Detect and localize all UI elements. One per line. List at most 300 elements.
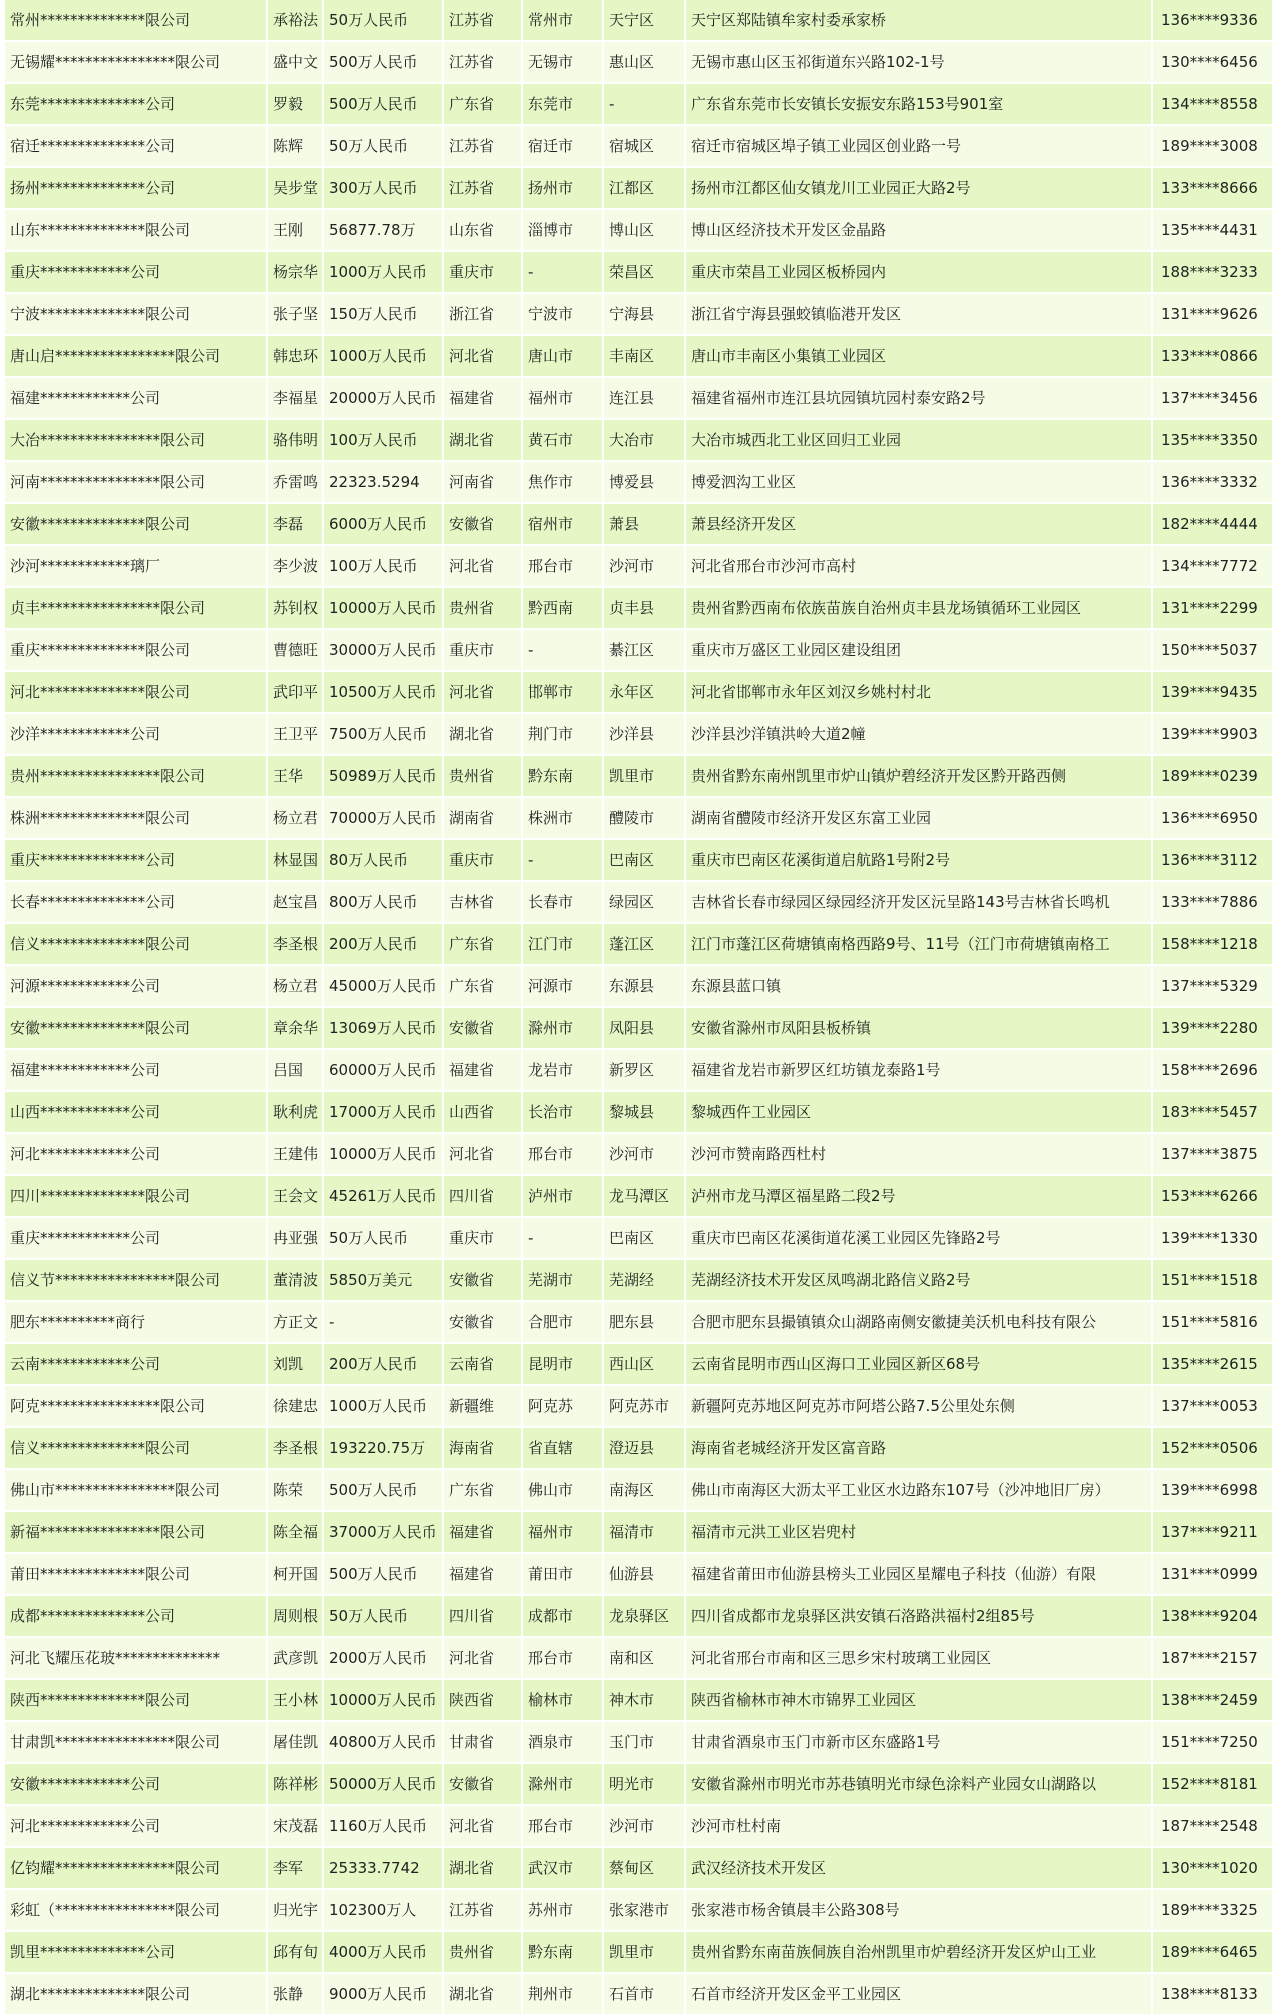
capital-cell: 10000万人民币 — [323, 1133, 443, 1175]
address-cell: 张家港市杨舍镇晨丰公路308号 — [685, 1889, 1152, 1931]
province-cell: 广东省 — [443, 1469, 522, 1511]
capital-cell: 100万人民币 — [323, 419, 443, 461]
capital-cell: 10000万人民币 — [323, 1679, 443, 1721]
city-cell: 河源市 — [522, 965, 603, 1007]
city-cell: 邯郸市 — [522, 671, 603, 713]
company-name-cell: 扬州**************公司 — [5, 167, 267, 209]
table-row — [5, 797, 1273, 839]
city-cell: 宁波市 — [522, 293, 603, 335]
district-cell: 南和区 — [603, 1637, 685, 1679]
legal-rep-cell: 章余华 — [267, 1007, 323, 1049]
table-row — [5, 1301, 1273, 1343]
city-cell: 邢台市 — [522, 1133, 603, 1175]
phone-cell: 152****8181 — [1152, 1763, 1273, 1805]
city-cell: 榆林市 — [522, 1679, 603, 1721]
city-cell: 成都市 — [522, 1595, 603, 1637]
phone-cell: 151****1518 — [1152, 1259, 1273, 1301]
capital-cell: 6000万人民币 — [323, 503, 443, 545]
table-row — [5, 755, 1273, 797]
address-cell: 重庆市万盛区工业园区建设组团 — [685, 629, 1152, 671]
table-row — [5, 1385, 1273, 1427]
address-cell: 河北省邢台市南和区三思乡宋村玻璃工业园区 — [685, 1637, 1152, 1679]
capital-cell: 50989万人民币 — [323, 755, 443, 797]
province-cell: 河北省 — [443, 1133, 522, 1175]
company-name-cell: 常州**************限公司 — [5, 0, 267, 41]
province-cell: 安徽省 — [443, 1763, 522, 1805]
province-cell: 湖北省 — [443, 713, 522, 755]
table-row — [5, 83, 1273, 125]
table-row — [5, 1763, 1273, 1805]
capital-cell: 50000万人民币 — [323, 1763, 443, 1805]
province-cell: 浙江省 — [443, 293, 522, 335]
city-cell: 常州市 — [522, 0, 603, 41]
legal-rep-cell: 李少波 — [267, 545, 323, 587]
capital-cell: 500万人民币 — [323, 1553, 443, 1595]
table-row — [5, 503, 1273, 545]
company-name-cell: 唐山启****************限公司 — [5, 335, 267, 377]
company-name-cell: 山东**************限公司 — [5, 209, 267, 251]
phone-cell: 151****5816 — [1152, 1301, 1273, 1343]
province-cell: 安徽省 — [443, 1301, 522, 1343]
city-cell: 唐山市 — [522, 335, 603, 377]
phone-cell: 151****7250 — [1152, 1721, 1273, 1763]
company-name-cell: 信义**************限公司 — [5, 1427, 267, 1469]
table-row — [5, 1133, 1273, 1175]
address-cell: 沙河市赞南路西杜村 — [685, 1133, 1152, 1175]
district-cell: 澄迈县 — [603, 1427, 685, 1469]
province-cell: 山东省 — [443, 209, 522, 251]
company-name-cell: 河北飞耀压花玻************** — [5, 1637, 267, 1679]
city-cell: 株洲市 — [522, 797, 603, 839]
district-cell: 沙洋县 — [603, 713, 685, 755]
province-cell: 贵州省 — [443, 755, 522, 797]
company-name-cell: 河源************公司 — [5, 965, 267, 1007]
phone-cell: 189****3008 — [1152, 125, 1273, 167]
legal-rep-cell: 耿利虎 — [267, 1091, 323, 1133]
address-cell: 武汉经济技术开发区 — [685, 1847, 1152, 1889]
legal-rep-cell: 李福星 — [267, 377, 323, 419]
phone-cell: 136****3332 — [1152, 461, 1273, 503]
district-cell: 龙泉驿区 — [603, 1595, 685, 1637]
province-cell: 江苏省 — [443, 0, 522, 41]
table-row — [5, 965, 1273, 1007]
company-name-cell: 肥东**********商行 — [5, 1301, 267, 1343]
address-cell: 黎城西仵工业园区 — [685, 1091, 1152, 1133]
address-cell: 福建省龙岩市新罗区红坊镇龙泰路1号 — [685, 1049, 1152, 1091]
district-cell: 巴南区 — [603, 1217, 685, 1259]
address-cell: 甘肃省酒泉市玉门市新市区东盛路1号 — [685, 1721, 1152, 1763]
address-cell: 无锡市惠山区玉祁街道东兴路102-1号 — [685, 41, 1152, 83]
capital-cell: 300万人民币 — [323, 167, 443, 209]
legal-rep-cell: 王会文 — [267, 1175, 323, 1217]
province-cell: 山西省 — [443, 1091, 522, 1133]
legal-rep-cell: 冉亚强 — [267, 1217, 323, 1259]
city-cell: 芜湖市 — [522, 1259, 603, 1301]
phone-cell: 136****3112 — [1152, 839, 1273, 881]
address-cell: 福清市元洪工业区岩兜村 — [685, 1511, 1152, 1553]
city-cell: - — [522, 839, 603, 881]
table-row — [5, 629, 1273, 671]
province-cell: 重庆市 — [443, 629, 522, 671]
company-name-cell: 东莞**************公司 — [5, 83, 267, 125]
phone-cell: 189****6465 — [1152, 1931, 1273, 1973]
city-cell: 酒泉市 — [522, 1721, 603, 1763]
address-cell: 泸州市龙马潭区福星路二段2号 — [685, 1175, 1152, 1217]
capital-cell: 50万人民币 — [323, 125, 443, 167]
province-cell: 广东省 — [443, 923, 522, 965]
city-cell: 泸州市 — [522, 1175, 603, 1217]
table-row — [5, 251, 1273, 293]
district-cell: 沙河市 — [603, 1133, 685, 1175]
phone-cell: 131****2299 — [1152, 587, 1273, 629]
phone-cell: 137****3875 — [1152, 1133, 1273, 1175]
company-name-cell: 凯里**************公司 — [5, 1931, 267, 1973]
table-row — [5, 1469, 1273, 1511]
legal-rep-cell: 陈全福 — [267, 1511, 323, 1553]
address-cell: 东源县蓝口镇 — [685, 965, 1152, 1007]
district-cell: 连江县 — [603, 377, 685, 419]
address-cell: 博山区经济技术开发区金晶路 — [685, 209, 1152, 251]
legal-rep-cell: 杨宗华 — [267, 251, 323, 293]
province-cell: 安徽省 — [443, 1259, 522, 1301]
address-cell: 云南省昆明市西山区海口工业园区新区68号 — [685, 1343, 1152, 1385]
legal-rep-cell: 林显国 — [267, 839, 323, 881]
capital-cell: 80万人民币 — [323, 839, 443, 881]
province-cell: 江苏省 — [443, 125, 522, 167]
city-cell: 福州市 — [522, 377, 603, 419]
capital-cell: 13069万人民币 — [323, 1007, 443, 1049]
province-cell: 安徽省 — [443, 503, 522, 545]
capital-cell: 45261万人民币 — [323, 1175, 443, 1217]
address-cell: 大冶市城西北工业区回归工业园 — [685, 419, 1152, 461]
province-cell: 福建省 — [443, 377, 522, 419]
address-cell: 吉林省长春市绿园区绿园经济开发区沅呈路143号吉林省长鸣机 — [685, 881, 1152, 923]
district-cell: 博山区 — [603, 209, 685, 251]
province-cell: 陕西省 — [443, 1679, 522, 1721]
phone-cell: 139****6998 — [1152, 1469, 1273, 1511]
address-cell: 扬州市江都区仙女镇龙川工业园正大路2号 — [685, 167, 1152, 209]
city-cell: 长春市 — [522, 881, 603, 923]
table-row — [5, 1553, 1273, 1595]
city-cell: 邢台市 — [522, 1805, 603, 1847]
company-name-cell: 陕西**************限公司 — [5, 1679, 267, 1721]
legal-rep-cell: 刘凯 — [267, 1343, 323, 1385]
table-row — [5, 1931, 1273, 1973]
province-cell: 河北省 — [443, 671, 522, 713]
phone-cell: 130****1020 — [1152, 1847, 1273, 1889]
company-name-cell: 沙洋************公司 — [5, 713, 267, 755]
city-cell: 龙岩市 — [522, 1049, 603, 1091]
table-row — [5, 125, 1273, 167]
company-name-cell: 河南****************限公司 — [5, 461, 267, 503]
city-cell: 省直辖 — [522, 1427, 603, 1469]
table-row — [5, 1091, 1273, 1133]
address-cell: 福建省莆田市仙游县榜头工业园区星耀电子科技（仙游）有限 — [685, 1553, 1152, 1595]
province-cell: 湖北省 — [443, 419, 522, 461]
company-name-cell: 沙河************璃厂 — [5, 545, 267, 587]
province-cell: 河北省 — [443, 1805, 522, 1847]
phone-cell: 137****0053 — [1152, 1385, 1273, 1427]
province-cell: 江苏省 — [443, 1889, 522, 1931]
district-cell: 仙游县 — [603, 1553, 685, 1595]
district-cell: 神木市 — [603, 1679, 685, 1721]
company-name-cell: 山西************公司 — [5, 1091, 267, 1133]
phone-cell: 153****6266 — [1152, 1175, 1273, 1217]
province-cell: 湖北省 — [443, 1847, 522, 1889]
district-cell: 绿园区 — [603, 881, 685, 923]
address-cell: 贵州省黔东南州凯里市炉山镇炉碧经济开发区黔开路西侧 — [685, 755, 1152, 797]
province-cell: 新疆维 — [443, 1385, 522, 1427]
phone-cell: 133****8666 — [1152, 167, 1273, 209]
company-name-cell: 四川**************限公司 — [5, 1175, 267, 1217]
district-cell: 永年区 — [603, 671, 685, 713]
legal-rep-cell: 方正文 — [267, 1301, 323, 1343]
capital-cell: 25333.7742 — [323, 1847, 443, 1889]
province-cell: 重庆市 — [443, 839, 522, 881]
city-cell: 宿迁市 — [522, 125, 603, 167]
city-cell: - — [522, 251, 603, 293]
province-cell: 贵州省 — [443, 587, 522, 629]
phone-cell: 189****0239 — [1152, 755, 1273, 797]
district-cell: 福清市 — [603, 1511, 685, 1553]
table-row — [5, 0, 1273, 41]
address-cell: 石首市经济开发区金平工业园区 — [685, 1973, 1152, 2015]
company-table — [5, 0, 1274, 2016]
province-cell: 江苏省 — [443, 41, 522, 83]
address-cell: 河北省邯郸市永年区刘汉乡姚村村北 — [685, 671, 1152, 713]
legal-rep-cell: 武彦凯 — [267, 1637, 323, 1679]
phone-cell: 138****2459 — [1152, 1679, 1273, 1721]
capital-cell: 50万人民币 — [323, 1595, 443, 1637]
district-cell: 明光市 — [603, 1763, 685, 1805]
city-cell: 黔西南 — [522, 587, 603, 629]
legal-rep-cell: 杨立君 — [267, 965, 323, 1007]
capital-cell: 40800万人民币 — [323, 1721, 443, 1763]
district-cell: 沙河市 — [603, 545, 685, 587]
table-row — [5, 881, 1273, 923]
district-cell: 萧县 — [603, 503, 685, 545]
legal-rep-cell: 李圣根 — [267, 1427, 323, 1469]
city-cell: 武汉市 — [522, 1847, 603, 1889]
district-cell: 江都区 — [603, 167, 685, 209]
phone-cell: 152****0506 — [1152, 1427, 1273, 1469]
company-name-cell: 阿克****************限公司 — [5, 1385, 267, 1427]
address-cell: 贵州省黔西南布依族苗族自治州贞丰县龙场镇循环工业园区 — [685, 587, 1152, 629]
company-name-cell: 株洲**************限公司 — [5, 797, 267, 839]
district-cell: 丰南区 — [603, 335, 685, 377]
legal-rep-cell: 吕国 — [267, 1049, 323, 1091]
legal-rep-cell: 曹德旺 — [267, 629, 323, 671]
district-cell: 西山区 — [603, 1343, 685, 1385]
legal-rep-cell: 王卫平 — [267, 713, 323, 755]
capital-cell: 7500万人民币 — [323, 713, 443, 755]
capital-cell: 1160万人民币 — [323, 1805, 443, 1847]
table-row — [5, 167, 1273, 209]
province-cell: 河北省 — [443, 545, 522, 587]
district-cell: 黎城县 — [603, 1091, 685, 1133]
company-name-cell: 贞丰****************限公司 — [5, 587, 267, 629]
district-cell: 荣昌区 — [603, 251, 685, 293]
city-cell: 无锡市 — [522, 41, 603, 83]
legal-rep-cell: 徐建忠 — [267, 1385, 323, 1427]
city-cell: 阿克苏 — [522, 1385, 603, 1427]
company-name-cell: 大冶****************限公司 — [5, 419, 267, 461]
city-cell: 福州市 — [522, 1511, 603, 1553]
company-name-cell: 福建************公司 — [5, 1049, 267, 1091]
phone-cell: 137****3456 — [1152, 377, 1273, 419]
table-row — [5, 1847, 1273, 1889]
phone-cell: 136****6950 — [1152, 797, 1273, 839]
city-cell: 苏州市 — [522, 1889, 603, 1931]
company-name-cell: 河北************公司 — [5, 1805, 267, 1847]
table-row — [5, 545, 1273, 587]
phone-cell: 131****9626 — [1152, 293, 1273, 335]
city-cell: 长治市 — [522, 1091, 603, 1133]
phone-cell: 139****1330 — [1152, 1217, 1273, 1259]
company-name-cell: 重庆**************公司 — [5, 839, 267, 881]
company-name-cell: 信义**************限公司 — [5, 923, 267, 965]
capital-cell: 5850万美元 — [323, 1259, 443, 1301]
district-cell: 张家港市 — [603, 1889, 685, 1931]
capital-cell: 50万人民币 — [323, 0, 443, 41]
address-cell: 安徽省滁州市凤阳县板桥镇 — [685, 1007, 1152, 1049]
capital-cell: 17000万人民币 — [323, 1091, 443, 1133]
city-cell: 荆州市 — [522, 1973, 603, 2015]
table-row — [5, 1805, 1273, 1847]
company-name-cell: 河北**************限公司 — [5, 671, 267, 713]
table-row — [5, 1721, 1273, 1763]
table-row — [5, 1175, 1273, 1217]
province-cell: 海南省 — [443, 1427, 522, 1469]
company-name-cell: 重庆**************限公司 — [5, 629, 267, 671]
address-cell: 新疆阿克苏地区阿克苏市阿塔公路7.5公里处东侧 — [685, 1385, 1152, 1427]
district-cell: 巴南区 — [603, 839, 685, 881]
legal-rep-cell: 陈辉 — [267, 125, 323, 167]
capital-cell: 500万人民币 — [323, 1469, 443, 1511]
table-row — [5, 923, 1273, 965]
city-cell: 莆田市 — [522, 1553, 603, 1595]
table-row — [5, 1427, 1273, 1469]
company-name-cell: 亿钧耀****************限公司 — [5, 1847, 267, 1889]
table-row — [5, 1217, 1273, 1259]
district-cell: 芜湖经 — [603, 1259, 685, 1301]
province-cell: 广东省 — [443, 83, 522, 125]
table-row — [5, 419, 1273, 461]
table-row — [5, 1679, 1273, 1721]
address-cell: 沙河市杜村南 — [685, 1805, 1152, 1847]
legal-rep-cell: 归光宇 — [267, 1889, 323, 1931]
address-cell: 安徽省滁州市明光市苏巷镇明光市绿色涂料产业园女山湖路以 — [685, 1763, 1152, 1805]
city-cell: 江门市 — [522, 923, 603, 965]
city-cell: 黔东南 — [522, 1931, 603, 1973]
phone-cell: 130****6456 — [1152, 41, 1273, 83]
province-cell: 云南省 — [443, 1343, 522, 1385]
phone-cell: 187****2157 — [1152, 1637, 1273, 1679]
city-cell: 滁州市 — [522, 1007, 603, 1049]
province-cell: 广东省 — [443, 965, 522, 1007]
address-cell: 重庆市巴南区花溪街道花溪工业园区先锋路2号 — [685, 1217, 1152, 1259]
table-row — [5, 839, 1273, 881]
address-cell: 福建省福州市连江县坑园镇坑园村泰安路2号 — [685, 377, 1152, 419]
district-cell: 阿克苏市 — [603, 1385, 685, 1427]
table-row — [5, 335, 1273, 377]
phone-cell: 135****2615 — [1152, 1343, 1273, 1385]
phone-cell: 150****5037 — [1152, 629, 1273, 671]
city-cell: - — [522, 629, 603, 671]
capital-cell: 1000万人民币 — [323, 335, 443, 377]
legal-rep-cell: 李圣根 — [267, 923, 323, 965]
legal-rep-cell: 李磊 — [267, 503, 323, 545]
table-row — [5, 377, 1273, 419]
capital-cell: 60000万人民币 — [323, 1049, 443, 1091]
capital-cell: 22323.5294 — [323, 461, 443, 503]
legal-rep-cell: 王小林 — [267, 1679, 323, 1721]
capital-cell: 30000万人民币 — [323, 629, 443, 671]
district-cell: 凯里市 — [603, 755, 685, 797]
company-name-cell: 佛山市****************限公司 — [5, 1469, 267, 1511]
city-cell: 合肥市 — [522, 1301, 603, 1343]
phone-cell: 158****2696 — [1152, 1049, 1273, 1091]
city-cell: 东莞市 — [522, 83, 603, 125]
phone-cell: 137****5329 — [1152, 965, 1273, 1007]
legal-rep-cell: 盛中文 — [267, 41, 323, 83]
address-cell: 萧县经济开发区 — [685, 503, 1152, 545]
capital-cell: 800万人民币 — [323, 881, 443, 923]
district-cell: 石首市 — [603, 1973, 685, 2015]
capital-cell: - — [323, 1301, 443, 1343]
table-row — [5, 1343, 1273, 1385]
capital-cell: 37000万人民币 — [323, 1511, 443, 1553]
province-cell: 甘肃省 — [443, 1721, 522, 1763]
district-cell: 綦江区 — [603, 629, 685, 671]
legal-rep-cell: 乔雷鸣 — [267, 461, 323, 503]
table-row — [5, 293, 1273, 335]
legal-rep-cell: 柯开国 — [267, 1553, 323, 1595]
capital-cell: 1000万人民币 — [323, 1385, 443, 1427]
capital-cell: 45000万人民币 — [323, 965, 443, 1007]
table-body — [5, 0, 1273, 2015]
province-cell: 湖北省 — [443, 1973, 522, 2015]
legal-rep-cell: 承裕法 — [267, 0, 323, 41]
capital-cell: 200万人民币 — [323, 1343, 443, 1385]
district-cell: 凯里市 — [603, 1931, 685, 1973]
company-name-cell: 宿迁**************公司 — [5, 125, 267, 167]
district-cell: 宁海县 — [603, 293, 685, 335]
phone-cell: 183****5457 — [1152, 1091, 1273, 1133]
district-cell: 新罗区 — [603, 1049, 685, 1091]
phone-cell: 136****9336 — [1152, 0, 1273, 41]
city-cell: - — [522, 1217, 603, 1259]
city-cell: 邢台市 — [522, 1637, 603, 1679]
capital-cell: 500万人民币 — [323, 83, 443, 125]
table-row — [5, 209, 1273, 251]
table-row — [5, 1595, 1273, 1637]
city-cell: 荆门市 — [522, 713, 603, 755]
capital-cell: 100万人民币 — [323, 545, 443, 587]
company-name-cell: 贵州****************限公司 — [5, 755, 267, 797]
phone-cell: 187****2548 — [1152, 1805, 1273, 1847]
province-cell: 河北省 — [443, 1637, 522, 1679]
capital-cell: 56877.78万 — [323, 209, 443, 251]
address-cell: 广东省东莞市长安镇长安振安东路153号901室 — [685, 83, 1152, 125]
company-name-cell: 安徽**************限公司 — [5, 503, 267, 545]
table-row — [5, 671, 1273, 713]
phone-cell: 135****4431 — [1152, 209, 1273, 251]
company-name-cell: 河北************公司 — [5, 1133, 267, 1175]
address-cell: 天宁区郑陆镇牟家村委承家桥 — [685, 0, 1152, 41]
capital-cell: 9000万人民币 — [323, 1973, 443, 2015]
legal-rep-cell: 武印平 — [267, 671, 323, 713]
